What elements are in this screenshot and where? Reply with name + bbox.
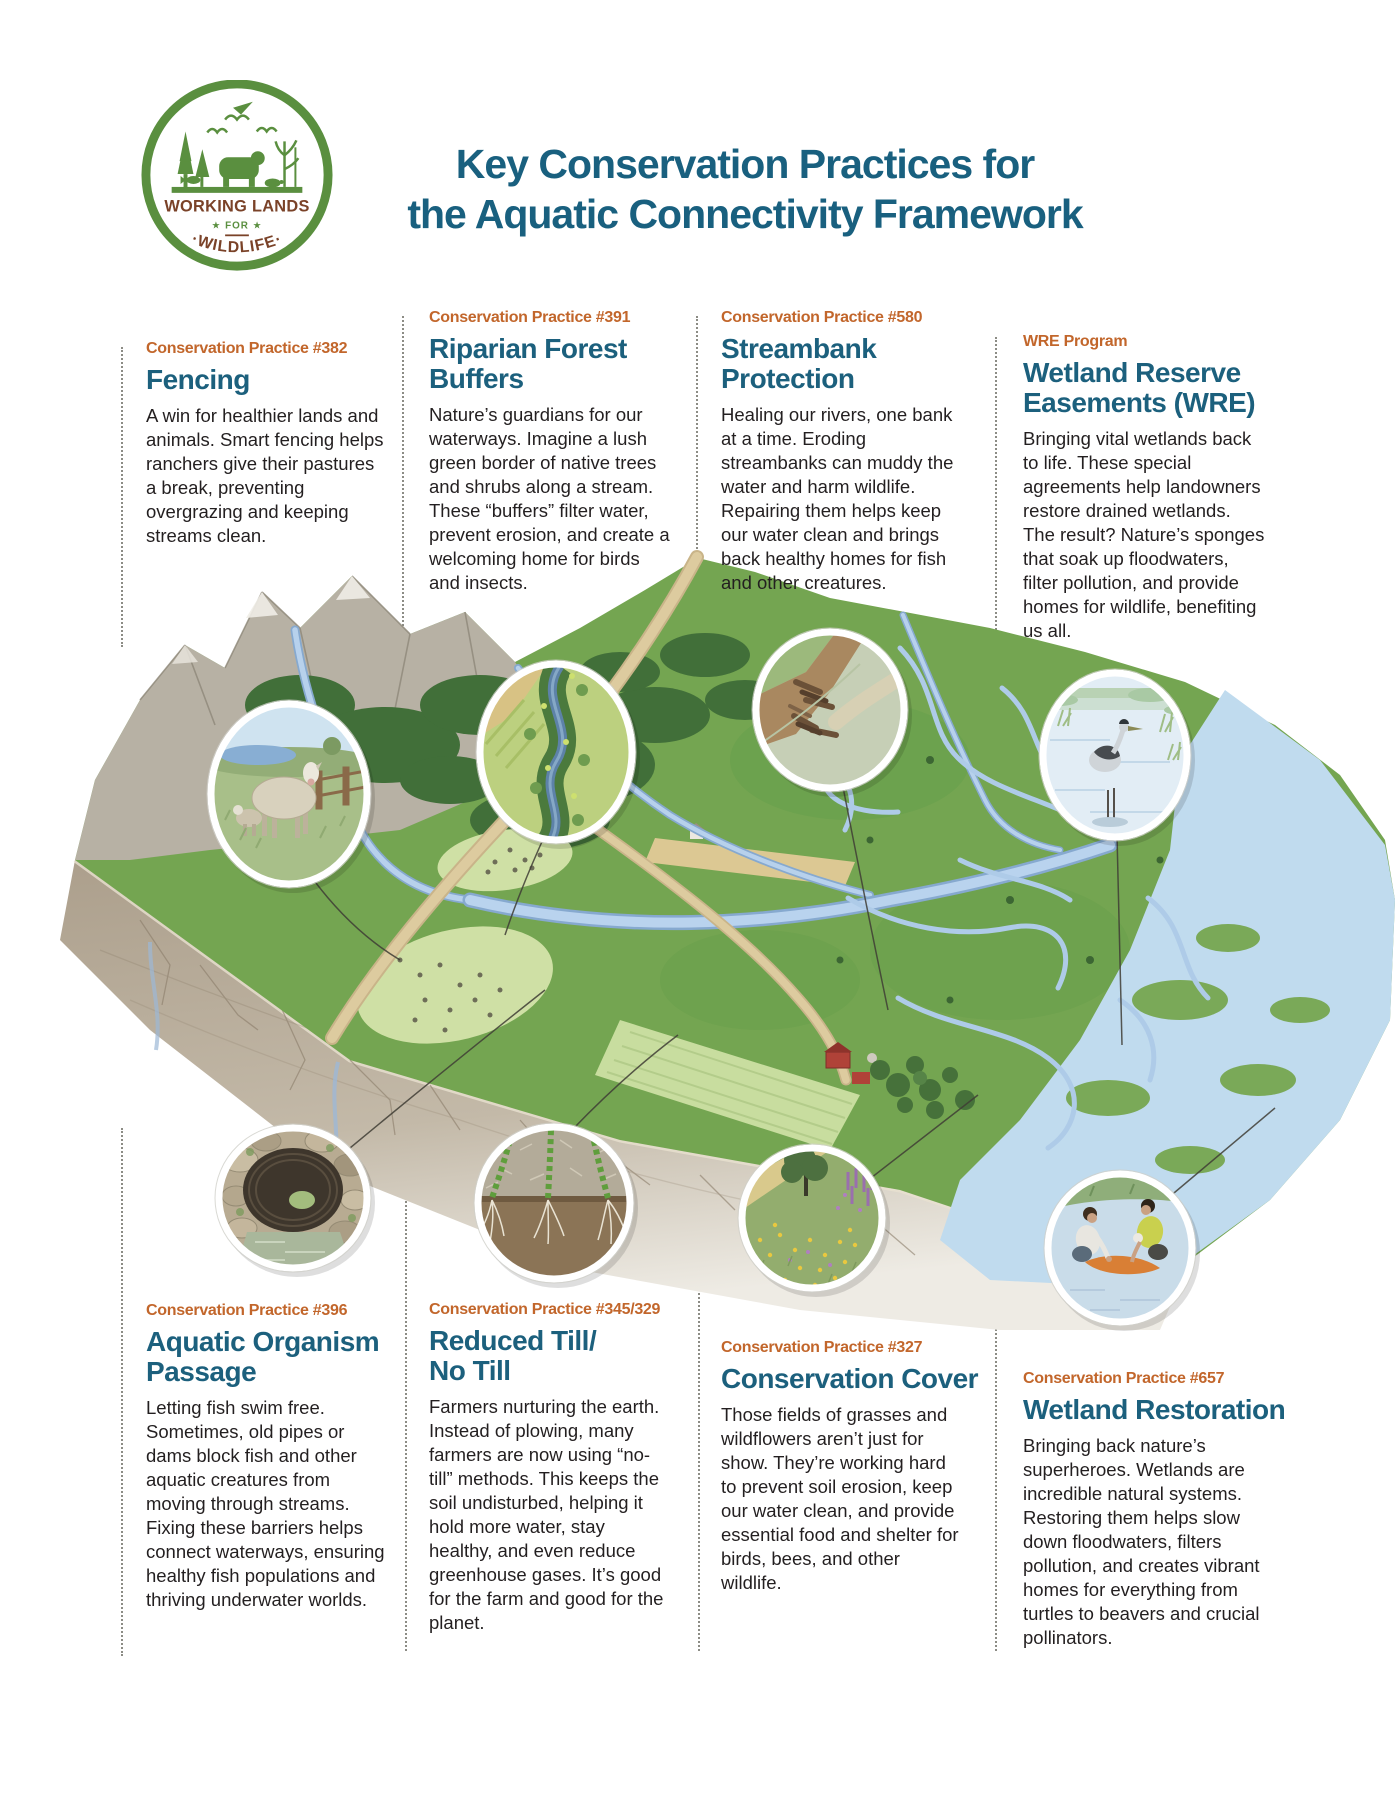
working-lands-for-wildlife-logo — [138, 80, 336, 278]
practice-conservation-cover — [721, 1339, 979, 1595]
practice-label: WRE Program — [1023, 333, 1128, 350]
practice-label: Conservation Practice #327 — [721, 1339, 923, 1356]
practice-wetland-reserve-easements — [1023, 333, 1265, 643]
practice-title: Wetland Restoration — [1023, 1394, 1286, 1425]
page-title — [330, 139, 1160, 239]
page-title-line-1: Key Conservation Practices for — [455, 141, 1035, 188]
practice-body: A win for healthier lands and animals. Smart fencing helps ranchers give their pastures a break, preventing overgrazing and keeping streams clean. — [146, 404, 384, 546]
logo-text-working-lands: WORKING LANDS — [164, 197, 310, 216]
practice-body: Bringing back nature’s superheroes. Wetlands are incredible natural systems. Restoring them helps slow down floodwaters, filters pollution, and creates vibrant homes for everything from turtles to beavers and crucial pollinators. — [1023, 1434, 1260, 1648]
practice-label: Conservation Practice #396 — [146, 1302, 348, 1319]
practice-label: Conservation Practice #391 — [429, 309, 631, 326]
practice-fencing — [146, 340, 388, 548]
practice-title: Riparian Forest Buffers — [429, 333, 627, 394]
practice-title: Fencing — [146, 364, 250, 395]
practice-body: Those fields of grasses and wildflowers aren’t just for show. They’re working hard to prevent soil erosion, keep our water clean, and provide essential food and shelter for birds, bees, and other wildlife. — [721, 1403, 959, 1593]
practice-title: Conservation Cover — [721, 1363, 979, 1394]
practice-title: Streambank Protection — [721, 333, 877, 394]
practice-label: Conservation Practice #345/329 — [429, 1301, 661, 1318]
practice-riparian-forest-buffers — [429, 309, 671, 595]
practice-body: Farmers nurturing the earth. Instead of plowing, many farmers are now using “no-till” methods. This keeps the soil undisturbed, helping it hold more water, stay healthy, and even reduce greenhouse gases. It’s good for the farm and good for the planet. — [429, 1395, 664, 1633]
practice-title: Aquatic Organism Passage — [146, 1326, 380, 1387]
practice-label: Conservation Practice #657 — [1023, 1370, 1225, 1387]
practice-aquatic-organism-passage — [146, 1302, 388, 1612]
page-title-line-2: the Aquatic Connectivity Framework — [407, 191, 1083, 238]
practice-streambank-protection — [721, 309, 963, 595]
practice-label: Conservation Practice #382 — [146, 340, 348, 357]
practice-body: Bringing vital wetlands back to life. These special agreements help landowners restore drained wetlands. The result? Nature’s sponges that soak up floodwaters, filter pollution, and provide homes for wildlife, benefiting us all. — [1023, 427, 1265, 641]
practice-body: Letting fish swim free. Sometimes, old pipes or dams block fish and other aquatic creatures from moving through streams. Fixing these barriers helps connect waterways, ensuring healthy fish populations and thriving underwater worlds. — [146, 1396, 385, 1610]
practice-title: Reduced Till/ No Till — [429, 1325, 597, 1386]
practice-body: Healing our rivers, one bank at a time. Eroding streambanks can muddy the water and harm wildlife. Repairing them helps keep our water clean and brings back healthy homes for fish and other creatures. — [721, 403, 954, 593]
practice-wetland-restoration — [1023, 1370, 1286, 1650]
practice-title: Wetland Reserve Easements (WRE) — [1023, 357, 1256, 418]
logo-text-wildlife: ·WILDLIFE· — [189, 230, 285, 257]
practice-body: Nature’s guardians for our waterways. Imagine a lush green border of native trees and shrubs along a stream. These “buffers” filter water, prevent erosion, and create a welcoming home for birds and insects. — [429, 403, 670, 593]
logo-text-for: ★ FOR ★ — [211, 220, 263, 232]
practice-reduced-till-no-till — [429, 1301, 671, 1635]
practice-label: Conservation Practice #580 — [721, 309, 923, 326]
